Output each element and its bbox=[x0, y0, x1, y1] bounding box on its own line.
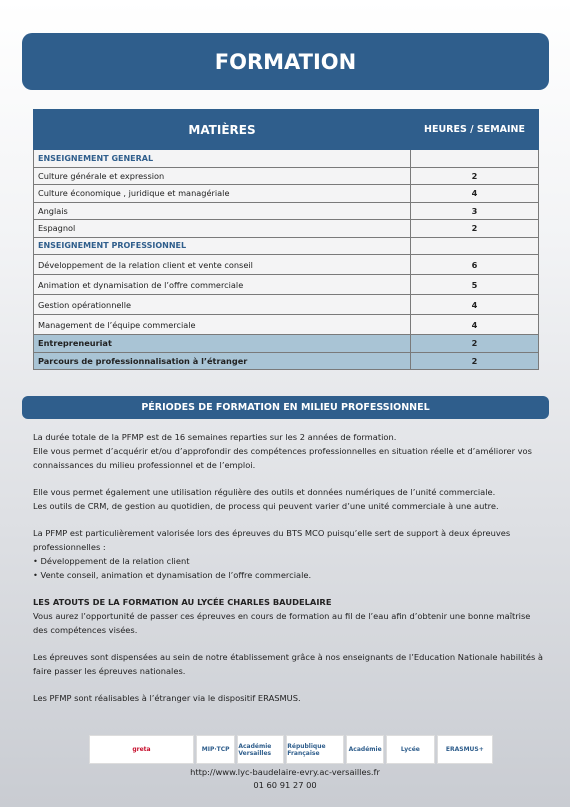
academie-logo: Académie bbox=[346, 735, 384, 764]
section-label: ENSEIGNEMENT PROFESSIONNEL bbox=[34, 237, 411, 255]
paragraph: Les épreuves sont dispensées au sein de notre établissement grâce à nos enseignants de l’Education Nationale habilités à faire passer les épreuves nationales. bbox=[33, 652, 544, 676]
table-row bbox=[34, 185, 539, 203]
subject-hours: 2 bbox=[411, 335, 539, 353]
list-item: • Développement de la relation client bbox=[33, 556, 190, 566]
paragraph: LES ATOUTS DE LA FORMATION AU LYCÉE CHARLES BAUDELAIRE Vous aurez l’opportunité de passer ces épreuves en cours de formation au fil de l’eau afin d’obtenir une bonne maîtrise des compétences visées. bbox=[33, 597, 531, 635]
table-row bbox=[34, 295, 539, 315]
subject-hours: 4 bbox=[411, 185, 539, 203]
list-item: • Vente conseil, animation et dynamisation de l’offre commerciale. bbox=[33, 570, 312, 580]
footer bbox=[0, 766, 570, 792]
mip-tcp-logo: MIP·TCP bbox=[196, 735, 235, 764]
table-row bbox=[34, 167, 539, 185]
section-heading: PÉRIODES DE FORMATION EN MILIEU PROFESSIONNEL bbox=[22, 396, 549, 419]
atouts-heading: LES ATOUTS DE LA FORMATION AU LYCÉE CHARLES BAUDELAIRE bbox=[33, 597, 332, 607]
subject-name: Parcours de professionnalisation à l’étranger bbox=[34, 352, 411, 370]
table-row bbox=[34, 275, 539, 295]
subject-hours: 2 bbox=[411, 352, 539, 370]
subject-name: Développement de la relation client et vente conseil bbox=[34, 255, 411, 275]
academie-versailles-logo: Académie Versailles bbox=[237, 735, 284, 764]
table-section-row bbox=[34, 237, 539, 255]
table-row bbox=[34, 315, 539, 335]
erasmus-logo: ERASMUS+ bbox=[437, 735, 493, 764]
greta-logo: greta bbox=[89, 735, 194, 764]
subject-hours: 4 bbox=[411, 295, 539, 315]
subject-name: Animation et dynamisation de l’offre commerciale bbox=[34, 275, 411, 295]
subject-name: Espagnol bbox=[34, 220, 411, 238]
subject-hours: 3 bbox=[411, 202, 539, 220]
col-header-hours: HEURES / SEMAINE bbox=[411, 110, 539, 150]
paragraph: Elle vous permet également une utilisation régulière des outils et données numériques de l’unité commerciale. Les outils de CRM, de gestion au quotidien, de process qui peuvent varier d’une unité commerciale à une autre. bbox=[33, 487, 499, 511]
subject-hours: 2 bbox=[411, 167, 539, 185]
table-row-highlighted bbox=[34, 352, 539, 370]
subject-name: Culture économique , juridique et managériale bbox=[34, 185, 411, 203]
phone-number: 01 60 91 27 00 bbox=[253, 780, 317, 790]
subject-name: Management de l’équipe commerciale bbox=[34, 315, 411, 335]
subjects-table bbox=[33, 109, 539, 370]
subject-hours: 2 bbox=[411, 220, 539, 238]
paragraph: La durée totale de la PFMP est de 16 semaines reparties sur les 2 années de formation. Elle vous permet d’acquérir et/ou d’approfondir des compétences professionnelles en situation réelle et d’améliorer vos connaissances du milieu professionnel et de l’emploi. bbox=[33, 432, 532, 470]
republique-francaise-logo: République Française bbox=[286, 735, 344, 764]
subject-hours: 6 bbox=[411, 255, 539, 275]
paragraph: La PFMP est particulièrement valorisée lors des épreuves du BTS MCO puisqu’elle sert de support à deux épreuves professionnelles : • Développement de la relation client • Vente conseil, animation et dynamisation de l’offre commerciale. bbox=[33, 528, 511, 580]
table-section-row bbox=[34, 150, 539, 168]
page-title: FORMATION bbox=[22, 33, 549, 90]
subject-hours: 4 bbox=[411, 315, 539, 335]
table-row-highlighted bbox=[34, 335, 539, 353]
table-row bbox=[34, 220, 539, 238]
website-link[interactable]: http://www.lyc-baudelaire-evry.ac-versailles.fr bbox=[190, 767, 380, 777]
table-row bbox=[34, 255, 539, 275]
paragraph: Les PFMP sont réalisables à l’étranger via le dispositif ERASMUS. bbox=[33, 693, 301, 703]
section-label: ENSEIGNEMENT GENERAL bbox=[34, 150, 411, 168]
partner-logos bbox=[89, 735, 493, 764]
subject-name: Entrepreneuriat bbox=[34, 335, 411, 353]
pfmp-description bbox=[33, 430, 543, 718]
table-row bbox=[34, 202, 539, 220]
lycee-logo: Lycée bbox=[386, 735, 435, 764]
subject-hours: 5 bbox=[411, 275, 539, 295]
col-header-subject: MATIÈRES bbox=[34, 110, 411, 150]
subject-name: Anglais bbox=[34, 202, 411, 220]
subject-name: Gestion opérationnelle bbox=[34, 295, 411, 315]
subject-name: Culture générale et expression bbox=[34, 167, 411, 185]
